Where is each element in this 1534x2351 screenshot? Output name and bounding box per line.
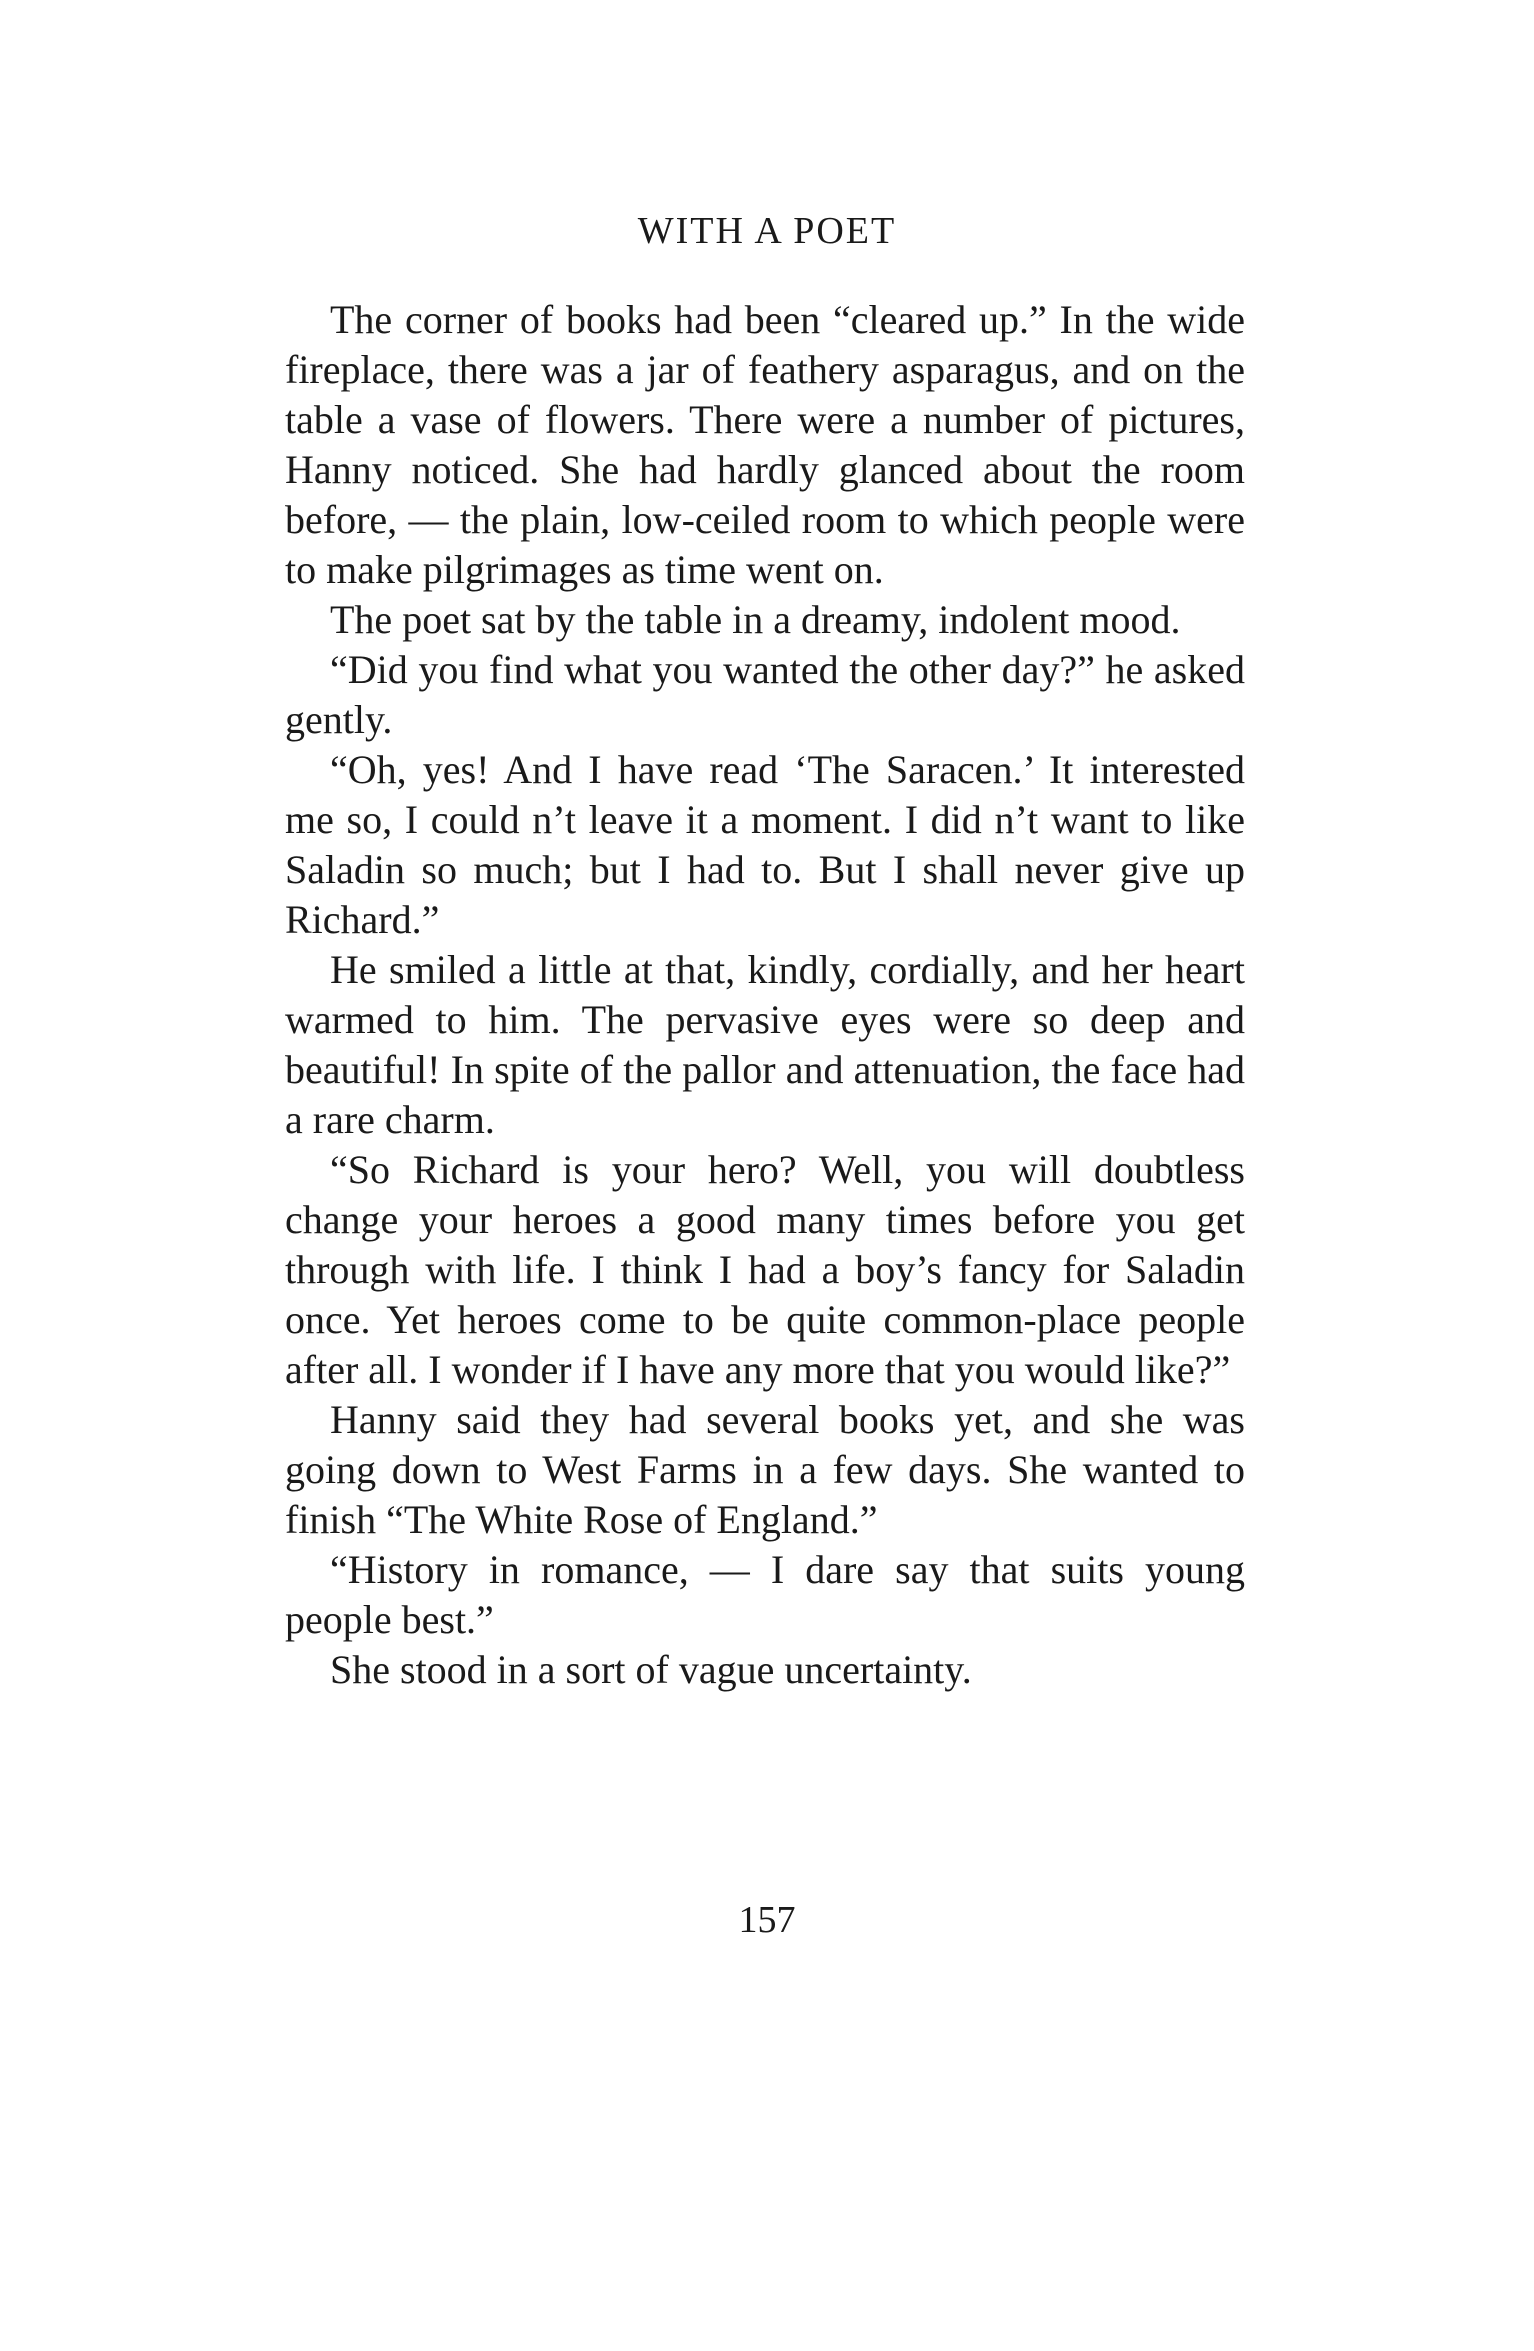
paragraph: Hanny said they had several books yet, and she was going down to West Farms in a few days. She wanted to finish “The White Rose of England.” [285,1397,1245,1542]
paragraph: “Did you find what you wanted the other day?” he asked gently. [285,647,1245,742]
running-title: WITH A POET [637,210,897,252]
page-number: 157 [738,1899,796,1941]
paragraph: “Oh, yes! And I have read ‘The Saracen.’ It interested me so, I could n’t leave it a moment. I did n’t want to like Saladin so much; but I had to. But I shall never give up Richard.” [285,747,1245,942]
paragraph: The poet sat by the table in a dreamy, indolent mood. [330,597,1181,642]
paragraph: “So Richard is your hero? Well, you will doubtless change your heroes a good many times before you get through with life. I think I had a boy’s fancy for Saladin once. Yet heroes come to be quite common-place people after all. I wonder if I have any more that you would like?” [285,1147,1245,1392]
paragraph: The corner of books had been “cleared up.” In the wide fireplace, there was a jar of feathery asparagus, and on the table a vase of flowers. There were a number of pictures, Hanny noticed. She had hardly glanced about the room before, — the plain, low-ceiled room to which people were to make pilgrimages as time went on. [285,297,1245,592]
paragraph: He smiled a little at that, kindly, cordially, and her heart warmed to him. The pervasive eyes were so deep and beautiful! In spite of the pallor and attenuation, the face had a rare charm. [285,947,1245,1142]
paragraph: “History in romance, — I dare say that suits young people best.” [285,1547,1245,1642]
paragraph: She stood in a sort of vague uncertainty. [330,1647,972,1692]
body-text [285,295,1245,1695]
